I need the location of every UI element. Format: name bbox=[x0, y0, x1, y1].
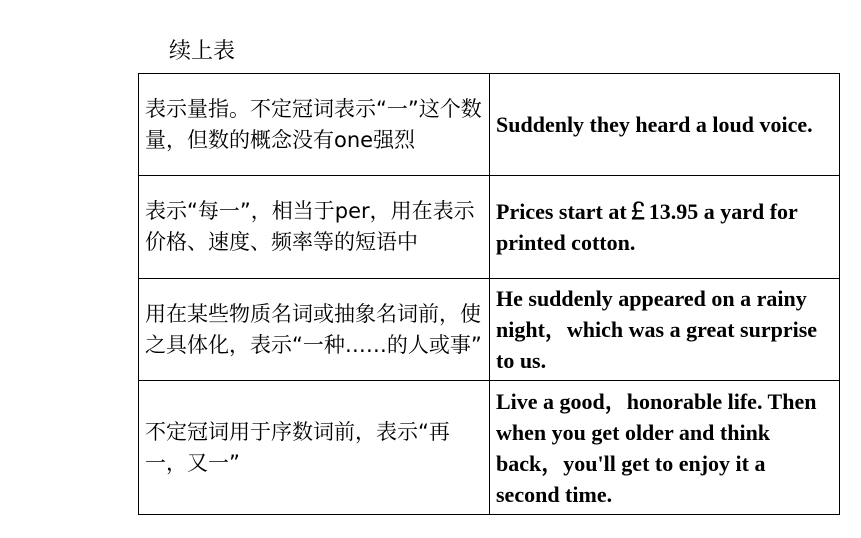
table-row bbox=[139, 279, 840, 381]
usage-cell: 表示“每一”，相当于per，用在表示价格、速度、频率等的短语中 bbox=[139, 176, 490, 279]
example-cell: Prices start at￡13.95 a yard for printed cotton. bbox=[490, 176, 840, 279]
table-row bbox=[139, 176, 840, 279]
article-usage-table bbox=[138, 73, 840, 515]
example-cell: He suddenly appeared on a rainy night，which was a great surprise to us. bbox=[490, 279, 840, 381]
table-continuation-caption: 续上表 bbox=[169, 39, 236, 64]
table-row bbox=[139, 381, 840, 515]
usage-cell: 不定冠词用于序数词前，表示“再一，又一” bbox=[139, 381, 490, 515]
table-row bbox=[139, 74, 840, 176]
usage-cell: 表示量指。不定冠词表示“一”这个数量，但数的概念没有one强烈 bbox=[139, 74, 490, 176]
example-cell: Suddenly they heard a loud voice. bbox=[490, 74, 840, 176]
usage-cell: 用在某些物质名词或抽象名词前，使之具体化，表示“一种……的人或事” bbox=[139, 279, 490, 381]
example-cell: Live a good，honorable life. Then when you get older and think back，you'll get to enjoy it a second time. bbox=[490, 381, 840, 515]
